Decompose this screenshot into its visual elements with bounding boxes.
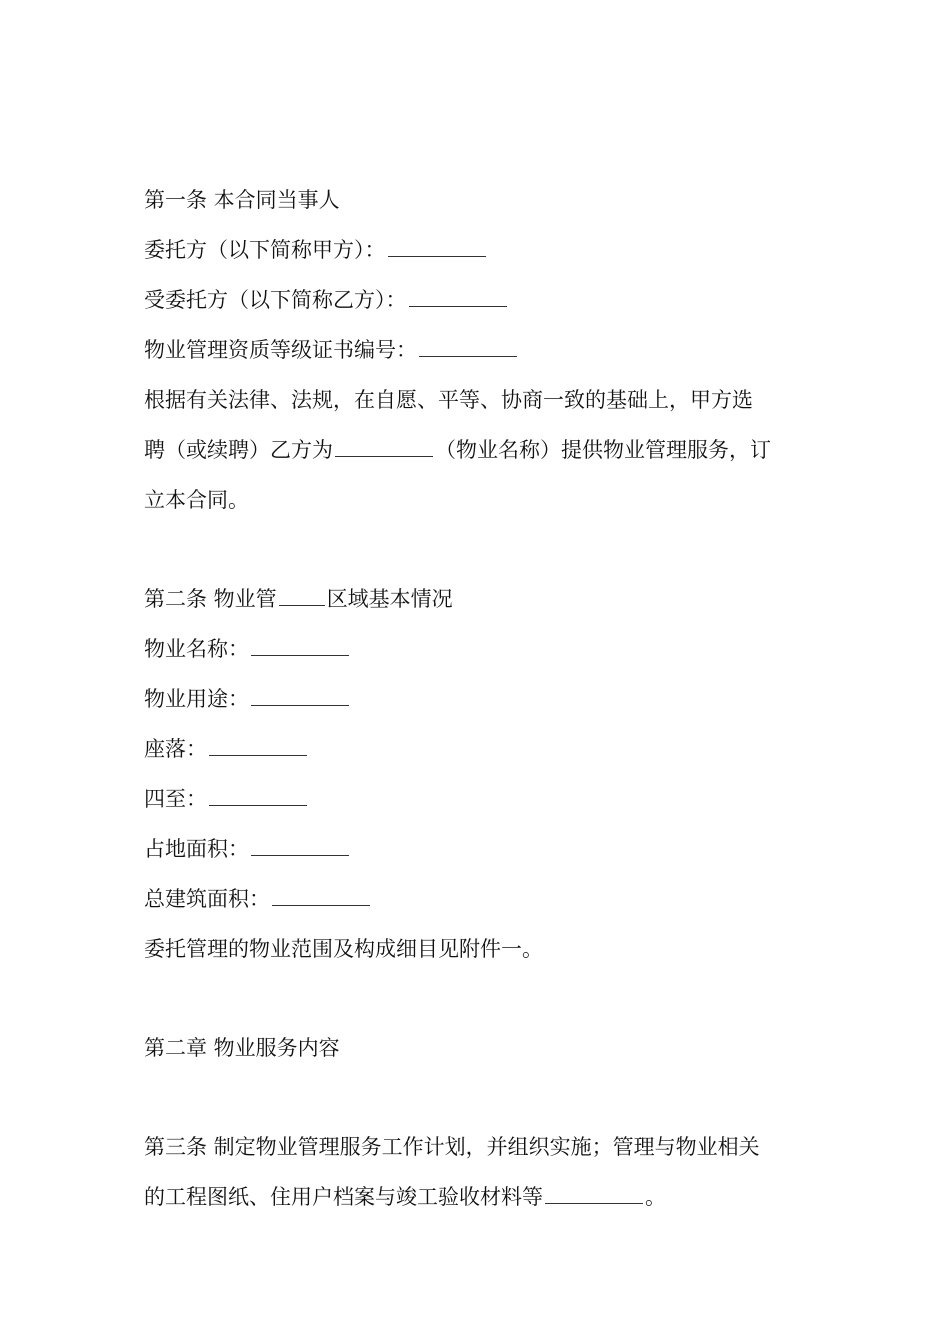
- contractor-blank[interactable]: [409, 286, 507, 307]
- materials-blank[interactable]: [545, 1183, 643, 1204]
- building-area-field: [144, 884, 814, 914]
- property-name-label: 物业名称：: [144, 637, 249, 661]
- property-use-blank[interactable]: [251, 685, 349, 706]
- cert-number-label: 物业管理资质等级证书编号：: [144, 338, 417, 362]
- location-blank[interactable]: [209, 735, 307, 756]
- client-blank[interactable]: [388, 236, 486, 257]
- property-name-value-blank[interactable]: [251, 635, 349, 656]
- land-area-blank[interactable]: [251, 835, 349, 856]
- boundary-blank[interactable]: [209, 785, 307, 806]
- client-field: [144, 235, 814, 265]
- article-1-title: 第一条 本合同当事人: [144, 188, 340, 212]
- article-1-paragraph-line-3: 立本合同。: [144, 488, 249, 512]
- property-name-field: [144, 634, 814, 664]
- cert-number-blank[interactable]: [419, 336, 517, 357]
- location-field: [144, 734, 814, 764]
- chapter-2-title: 第二章 物业服务内容: [144, 1036, 340, 1060]
- property-use-field: [144, 684, 814, 714]
- article-3-line-1: 第三条 制定物业管理服务工作计划，并组织实施；管理与物业相关: [144, 1135, 760, 1159]
- boundary-label: 四至：: [144, 787, 207, 811]
- article-1-paragraph-line-2: 聘（或续聘）乙方为 （物业名称）提供物业管理服务，订: [144, 438, 771, 462]
- land-area-label: 占地面积：: [144, 837, 249, 861]
- building-area-label: 总建筑面积：: [144, 887, 270, 911]
- article-2-title: 第二条 物业管 区域基本情况: [144, 587, 453, 611]
- building-area-blank[interactable]: [272, 885, 370, 906]
- article-1-paragraph-line-1: 根据有关法律、法规，在自愿、平等、协商一致的基础上，甲方选: [144, 388, 753, 412]
- article-3-line-2: 的工程图纸、住用户档案与竣工验收材料等 。: [144, 1185, 666, 1209]
- client-label: 委托方（以下简称甲方）：: [144, 238, 386, 262]
- land-area-field: [144, 834, 814, 864]
- contractor-label: 受委托方（以下简称乙方）：: [144, 288, 407, 312]
- location-label: 座落：: [144, 737, 207, 761]
- property-name-blank[interactable]: [335, 436, 433, 457]
- contractor-field: [144, 285, 814, 315]
- cert-number-field: [144, 335, 814, 365]
- scope-note: 委托管理的物业范围及构成细目见附件一。: [144, 937, 543, 961]
- property-use-label: 物业用途：: [144, 687, 249, 711]
- boundary-field: [144, 784, 814, 814]
- article-2-title-blank: [279, 585, 325, 606]
